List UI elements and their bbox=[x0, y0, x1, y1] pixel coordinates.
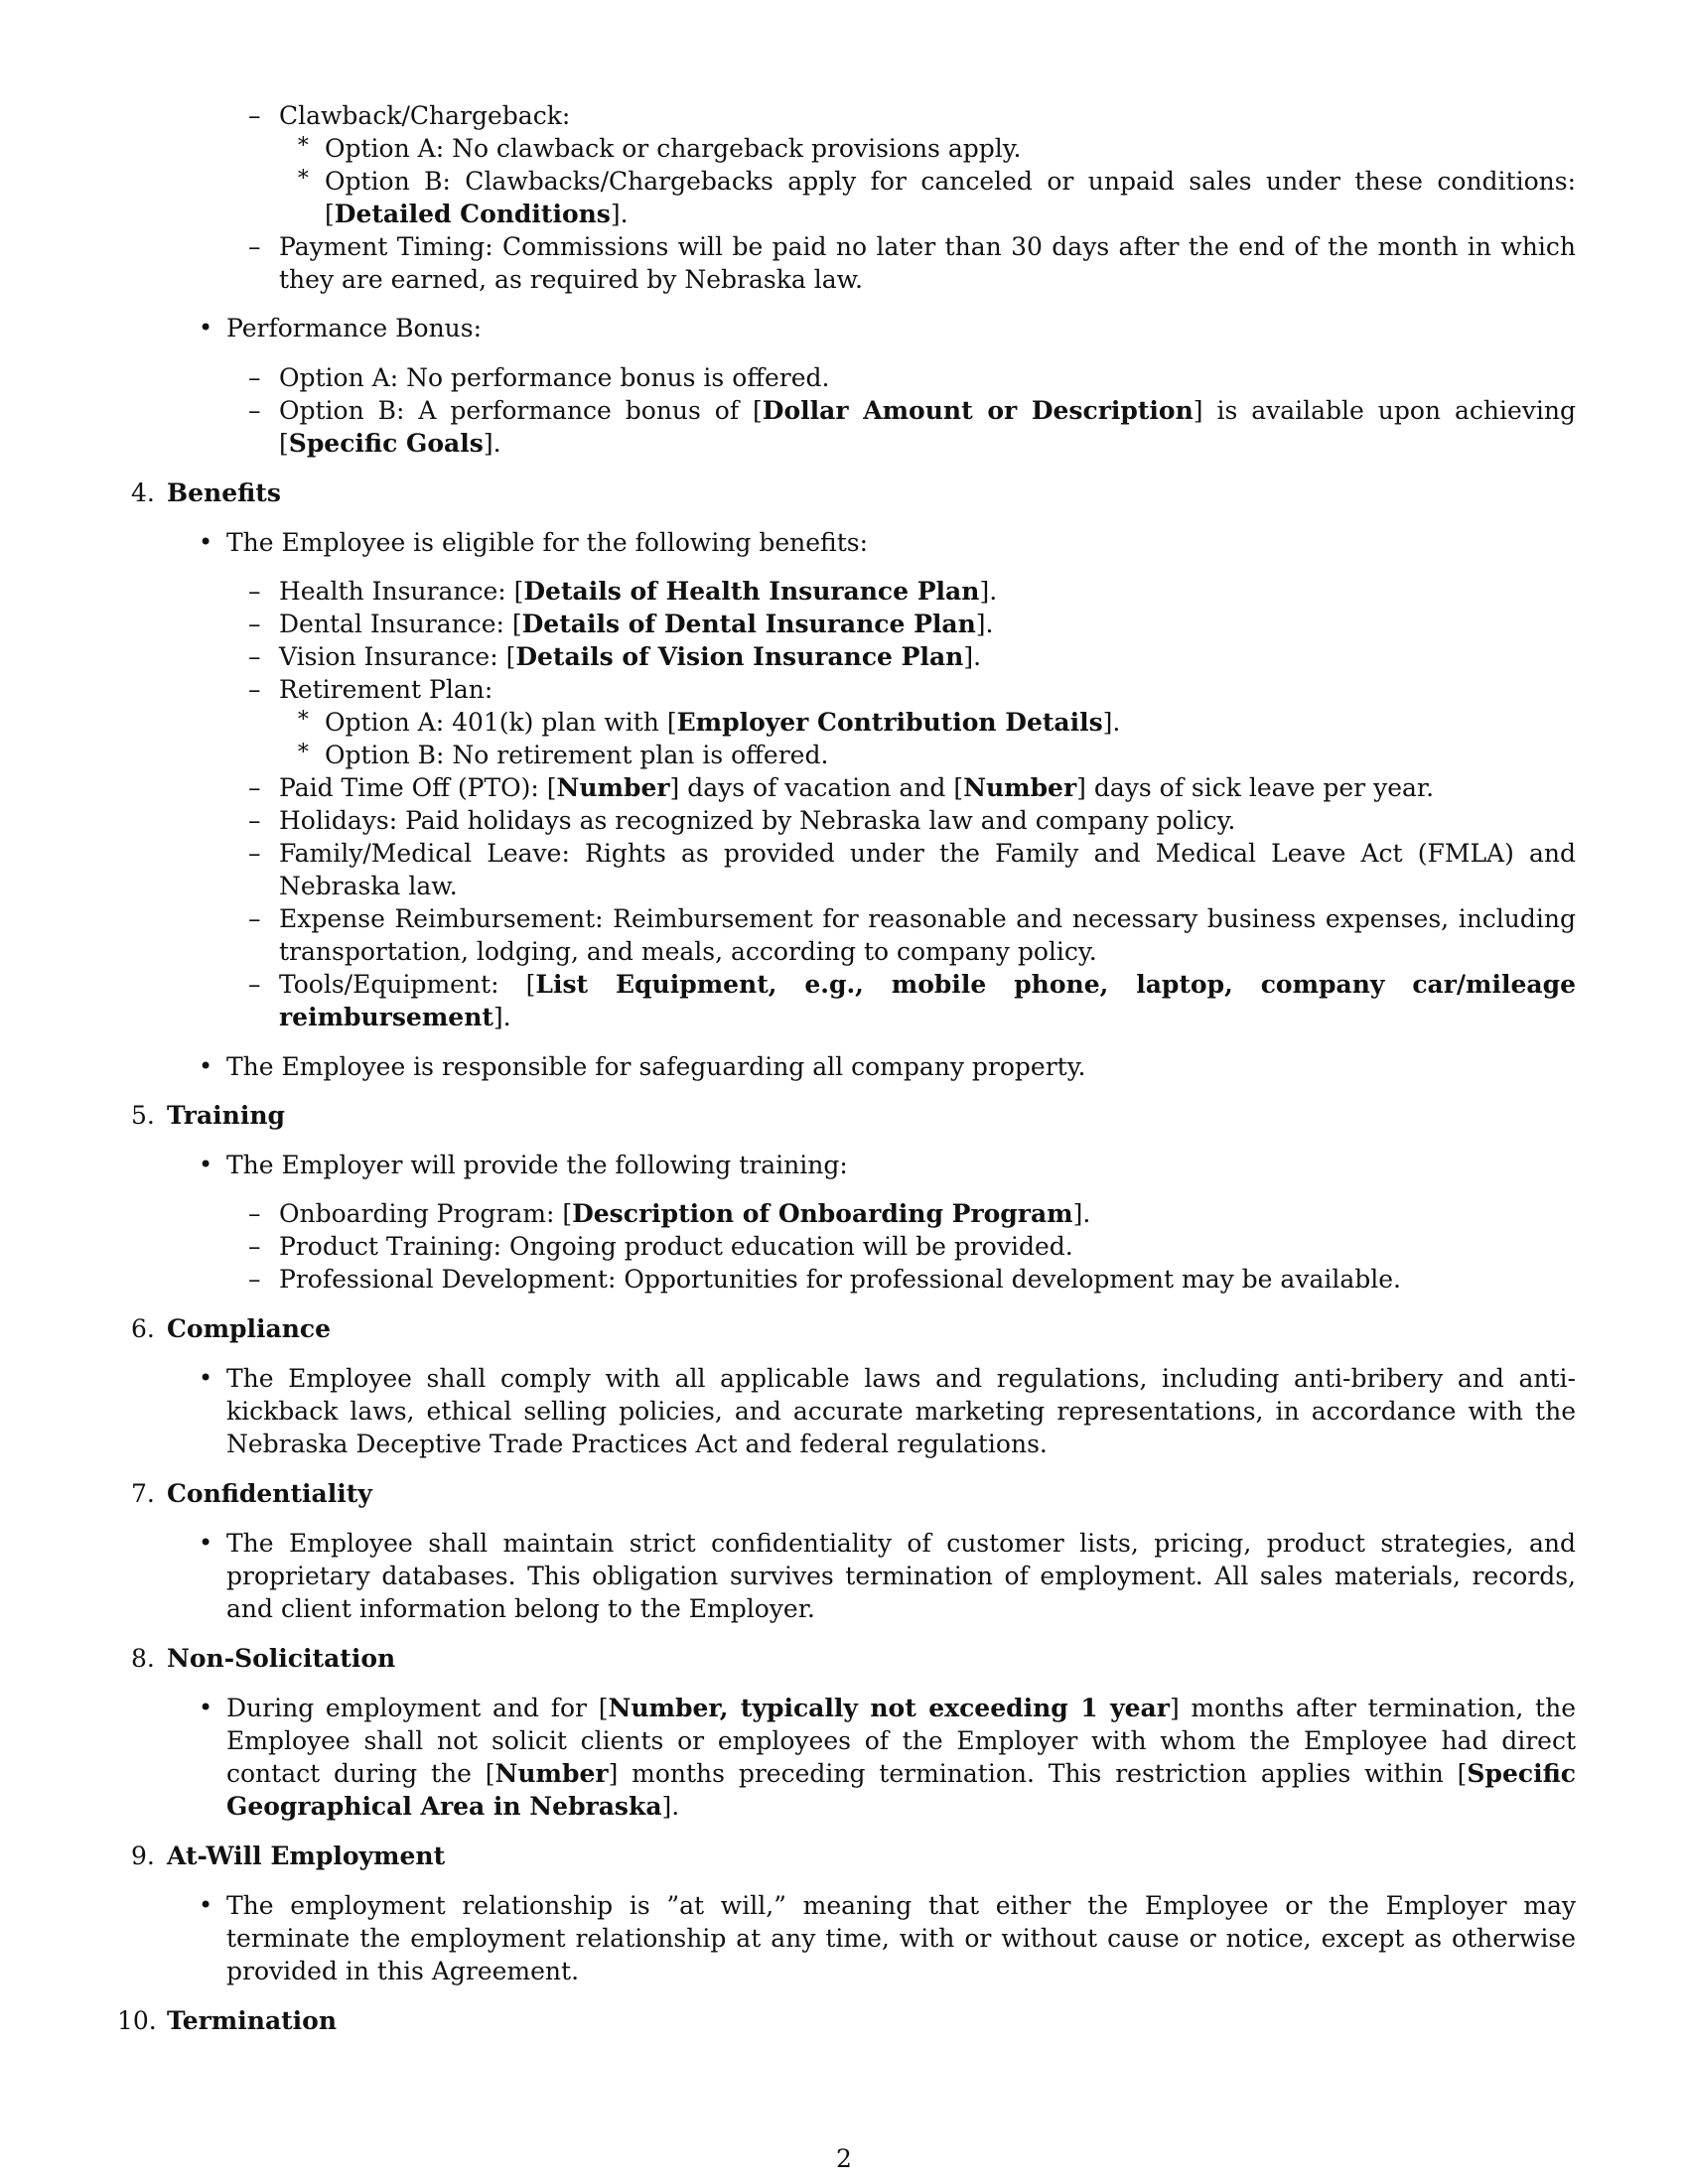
payment-timing: Payment Timing: Commissions will be paid no later than 30 days after the end of the month in which they are earned, as required by Nebraska law. bbox=[279, 232, 1576, 294]
section-number: 6. bbox=[131, 1314, 155, 1343]
benefit-vision: Vision Insurance: [Details of Vision Insurance Plan]. bbox=[279, 642, 982, 671]
benefit-expense: Expense Reimbursement: Reimbursement for reasonable and necessary business expenses, including transportation, lodging, and meals, according to company policy. bbox=[279, 904, 1576, 966]
page-number: 2 bbox=[836, 2144, 852, 2173]
training-product: Product Training: Ongoing product education will be provided. bbox=[279, 1232, 1073, 1261]
dash-marker: – bbox=[248, 577, 261, 606]
training-professional: Professional Development: Opportunities for professional development may be available. bbox=[279, 1265, 1401, 1294]
benefit-retirement-label: Retirement Plan: bbox=[279, 675, 493, 704]
bullet-marker: • bbox=[199, 528, 213, 556]
section-title-compliance: Compliance bbox=[167, 1314, 332, 1343]
dash-marker: – bbox=[248, 839, 261, 868]
section-title-training: Training bbox=[167, 1101, 285, 1130]
dash-marker: – bbox=[248, 806, 261, 835]
clawback-option-b: Option B: Clawbacks/Chargebacks apply for canceled or unpaid sales under these conditions: [Detailed Conditions]. bbox=[325, 167, 1576, 228]
section-number: 9. bbox=[131, 1842, 155, 1870]
bullet-marker: • bbox=[199, 1891, 213, 1919]
benefit-retirement-option-a: Option A: 401(k) plan with [Employer Contribution Details]. bbox=[325, 708, 1121, 737]
dash-marker: – bbox=[248, 232, 261, 261]
dash-marker: – bbox=[248, 675, 261, 704]
confidentiality-text: The Employee shall maintain strict confidentiality of customer lists, pricing, product strategies, and proprietary databases. This obligation survives termination of employment. All sales materials, records, and client information belong to the Employer. bbox=[226, 1529, 1576, 1623]
bullet-marker: • bbox=[199, 1529, 213, 1557]
benefit-family-leave: Family/Medical Leave: Rights as provided under the Family and Medical Leave Act (FMLA) and Nebraska law. bbox=[279, 839, 1576, 900]
bullet-marker: • bbox=[199, 1052, 213, 1080]
section-title-termination: Termination bbox=[167, 2006, 338, 2035]
bullet-marker: • bbox=[199, 1151, 213, 1178]
dash-marker: – bbox=[248, 642, 261, 671]
bullet-marker: • bbox=[199, 314, 213, 341]
benefit-holidays: Holidays: Paid holidays as recognized by Nebraska law and company policy. bbox=[279, 806, 1236, 835]
section-number: 4. bbox=[131, 478, 155, 507]
dash-marker: – bbox=[248, 363, 261, 392]
section-number: 7. bbox=[131, 1479, 155, 1508]
benefit-dental: Dental Insurance: [Details of Dental Insurance Plan]. bbox=[279, 610, 994, 638]
dash-marker: – bbox=[248, 1232, 261, 1261]
non-solicitation-text: During employment and for [Number, typically not exceeding 1 year] months after termination, the Employee shall not solicit clients or employees of the Employer with whom the Employee had direct contact during the [Number] months preceding termination. This restriction applies within [Specific Geographical Area in Nebraska]. bbox=[226, 1694, 1576, 1821]
star-marker: ∗ bbox=[296, 736, 311, 760]
section-number: 10. bbox=[117, 2006, 157, 2035]
star-marker: ∗ bbox=[296, 129, 311, 154]
dash-marker: – bbox=[248, 396, 261, 425]
training-onboarding: Onboarding Program: [Description of Onboarding Program]. bbox=[279, 1199, 1091, 1228]
clawback-option-a: Option A: No clawback or chargeback provisions apply. bbox=[325, 134, 1022, 163]
bullet-marker: • bbox=[199, 1694, 213, 1721]
benefit-pto: Paid Time Off (PTO): [Number] days of vacation and [Number] days of sick leave per year. bbox=[279, 773, 1435, 802]
performance-bonus-label: Performance Bonus: bbox=[226, 314, 483, 342]
performance-bonus-option-a: Option A: No performance bonus is offered. bbox=[279, 363, 830, 392]
benefit-health: Health Insurance: [Details of Health Insurance Plan]. bbox=[279, 577, 998, 606]
dash-marker: – bbox=[248, 970, 261, 999]
dash-marker: – bbox=[248, 904, 261, 933]
section-number: 5. bbox=[131, 1101, 155, 1130]
dash-marker: – bbox=[248, 101, 261, 130]
dash-marker: – bbox=[248, 1199, 261, 1228]
benefit-tools: Tools/Equipment: [List Equipment, e.g., mobile phone, laptop, company car/mileage reimbursement]. bbox=[279, 970, 1576, 1031]
training-intro: The Employer will provide the following training: bbox=[226, 1151, 848, 1179]
section-number: 8. bbox=[131, 1644, 155, 1673]
section-title-at-will: At-Will Employment bbox=[167, 1842, 446, 1870]
star-marker: ∗ bbox=[296, 703, 311, 728]
benefits-property: The Employee is responsible for safeguarding all company property. bbox=[226, 1052, 1086, 1081]
dash-marker: – bbox=[248, 610, 261, 638]
star-marker: ∗ bbox=[296, 162, 311, 187]
dash-marker: – bbox=[248, 1265, 261, 1294]
compliance-text: The Employee shall comply with all applicable laws and regulations, including anti-bribery and anti-kickback laws, ethical selling policies, and accurate marketing representations, in accordance with the Nebraska Deceptive Trade Practices Act and federal regulations. bbox=[226, 1364, 1576, 1458]
dash-marker: – bbox=[248, 773, 261, 802]
clawback-label: Clawback/Chargeback: bbox=[279, 101, 571, 130]
benefit-retirement-option-b: Option B: No retirement plan is offered. bbox=[325, 741, 829, 769]
section-title-non-solicitation: Non-Solicitation bbox=[167, 1644, 396, 1673]
bullet-marker: • bbox=[199, 1364, 213, 1392]
performance-bonus-option-b: Option B: A performance bonus of [Dollar Amount or Description] is available upon achieving [Specific Goals]. bbox=[279, 396, 1576, 458]
at-will-text: The employment relationship is ”at will,” meaning that either the Employee or the Employer may terminate the employment relationship at any time, with or without cause or notice, except as otherwise provided in this Agreement. bbox=[226, 1891, 1576, 1985]
section-title-benefits: Benefits bbox=[167, 478, 281, 507]
benefits-intro: The Employee is eligible for the following benefits: bbox=[226, 528, 869, 557]
section-title-confidentiality: Confidentiality bbox=[167, 1479, 372, 1508]
